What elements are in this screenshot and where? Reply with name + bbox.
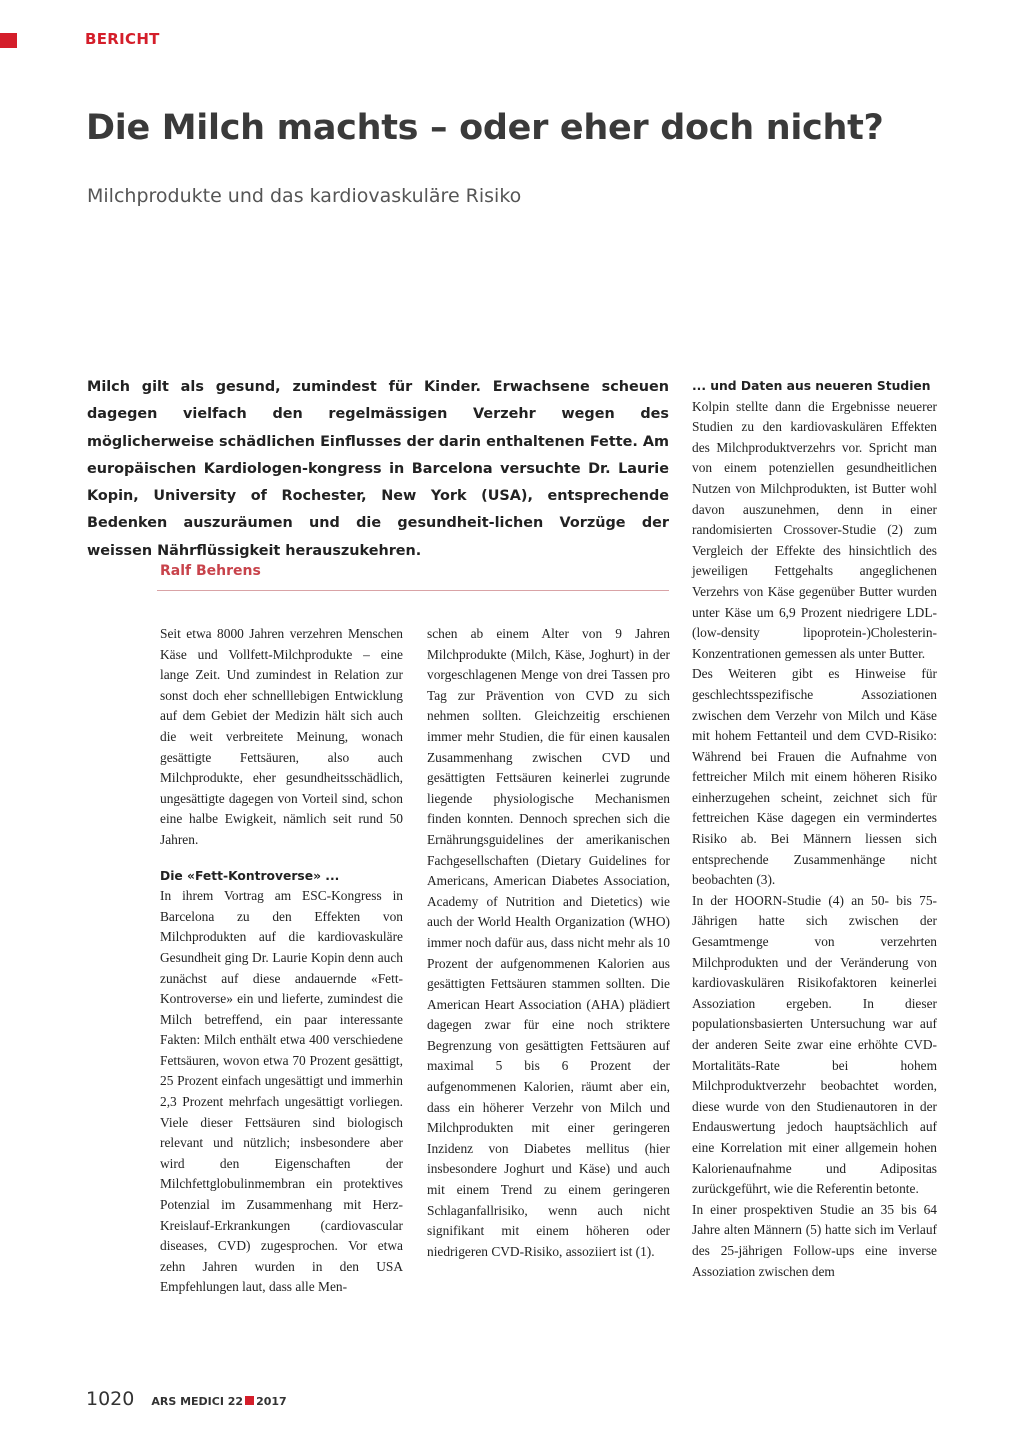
author-name: Ralf Behrens [160,563,261,579]
article-subtitle: Milchprodukte und das kardiovaskuläre Risiko [87,185,522,207]
section-label: BERICHT [85,30,160,48]
paragraph: In der HOORN-Studie (4) an 50- bis 75-Jährigen hatte sich zwischen der Gesamtmenge von verzehrten Milchprodukten und der Veränderung von kardiovaskulären Risikofaktoren keinerlei Assoziation ergeben. In dieser populationsbasierten Untersuchung war auf der anderen Seite zwar eine erhöhte CVD-Mortalitäts-Rate bei hohem Milchproduktverzehr beobachtet worden, diese wurde von den Studienautoren in der Endauswertung jedoch hauptsächlich auf eine Korrelation mit einer allgemein hohen Kalorienaufnahme und Adipositas zurückgeführt, wie die Referentin betonte. [692,892,937,1197]
subheading-fett-kontroverse: Die «Fett-Kontroverse» ... [160,868,340,883]
journal-year: 2017 [256,1395,287,1408]
paragraph: In ihrem Vortrag am ESC-Kongress in Barcelona zu den Effekten von Milchprodukten auf die kardiovaskuläre Gesundheit ging Dr. Laurie Kopin denn auch zunächst auf diese andauernde «Fett-Kontroverse» ein und lieferte, zumindest die Milch betreffend, ein paar interessante Fakten: Milch enthält etwa 400 verschiedene Fettsäuren, wovon etwa 70 Prozent gesättigt, 25 Prozent einfach ungesättigt und immerhin 2,3 Prozent mehrfach ungesättigt vorliegen. Viele dieser Fettsäuren sind biologisch relevant und nützlich; insbesondere aber wird den Eigenschaften der Milchfettglobulinmembran ein protektives Potenzial im Zusammenhang mit Herz-Kreislauf-Erkrankungen (cardiovascular diseases, CVD) zugesprochen. Vor etwa zehn Jahren wurden in den USA Empfehlungen laut, dass alle Men- [160,888,403,1295]
text-column-1 [160,624,403,1298]
journal-name: ARS MEDICI 22 [151,1395,244,1408]
page-number: 1020 [86,1388,135,1410]
author-divider [157,590,669,591]
page-footer [86,1388,287,1410]
paragraph: schen ab einem Alter von 9 Jahren Milchprodukte (Milch, Käse, Joghurt) in der vorgeschlagenen Menge von drei Tassen pro Tag zur Prävention von CVD zu sich nehmen sollten. Gleichzeitig erschienen immer mehr Studien, die für einen kausalen Zusammenhang zwischen CVD und gesättigten Fettsäuren keinerlei zugrunde liegende physiologische Mechanismen finden konnten. Dennoch sprechen sich die Ernährungsguidelines der amerikanischen Fachgesellschaften (Dietary Guidelines for Americans, American Diabetes Association, Academy of Nutrition and Dietetics) wie auch der World Health Organization (WHO) immer noch dafür aus, dass nicht mehr als 10 Prozent der aufgenommenen Kalorien aus gesättigten Fettsäuren stammen sollten. Die American Heart Association (AHA) plädiert dagegen zwar für eine noch striktere Begrenzung von gesättigten Fettsäuren auf maximal 5 bis 6 Prozent der aufgenommenen Kalorien, räumt aber ein, dass ein höherer Verzehr von Milch und Milchprodukten mit einer geringeren Inzidenz von Diabetes mellitus (hier insbesondere Joghurt und Käse) und auch mit einem Trend zu einem geringeren Schlaganfallrisiko, wenn auch nicht signifikant mit einem höheren oder niedrigeren CVD-Risiko, assoziiert ist (1). [427,626,670,1259]
footer-marker [245,1396,254,1405]
article-title: Die Milch machts – oder eher doch nicht? [86,108,884,148]
subheading-neuere-studien: ... und Daten aus neueren Studien [692,379,931,393]
article-lead: Milch gilt als gesund, zumindest für Kinder. Erwachsene scheuen dagegen vielfach den regelmässigen Verzehr wegen des möglicherweise schädlichen Einflusses der darin enthaltenen Fette. Am europäischen Kardiologen-kongress in Barcelona versuchte Dr. Laurie Kopin, University of Rochester, New York (USA), entsprechende Bedenken auszuräumen und die gesundheit-lichen Vorzüge der weissen Nährflüssigkeit herauszukehren. [87,379,669,559]
paragraph: Des Weiteren gibt es Hinweise für geschlechtsspezifische Assoziationen zwischen dem Verzehr von Milch und Käse mit hohem Fettanteil und dem CVD-Risiko: Während bei Frauen die Aufnahme von fettreicher Milch mit einem höheren Risiko einherzugehen scheint, zeichnet sich für fettreichen Käse dagegen ein vermindertes Risiko ab. Bei Männern liessen sich entsprechende Zusammenhänge nicht beobachten (3). [692,666,937,888]
paragraph: Seit etwa 8000 Jahren verzehren Menschen Käse und Vollfett-Milchprodukte – eine lange Zeit. Und zumindest in Relation zur sonst doch eher schnelllebigen Entwicklung auf dem Gebiet der Medizin hält sich auch die weit verbreitete Meinung, wonach gesättigte Fettsäuren, also auch Milchprodukte, eher gesundheitsschädlich, ungesättigte dagegen von Vorteil sind, schon eine halbe Ewigkeit, nämlich seit rund 50 Jahren. [160,626,403,847]
section-marker [0,33,17,48]
text-column-3 [692,376,937,1282]
text-column-2 [427,624,670,1262]
paragraph: In einer prospektiven Studie an 35 bis 64 Jahre alten Männern (5) hatte sich im Verlauf des 25-jährigen Follow-ups eine inverse Assoziation zwischen dem [692,1201,937,1279]
paragraph: Kolpin stellte dann die Ergebnisse neuerer Studien zu den kardiovaskulären Effekten des Milchproduktverzehrs vor. Spricht man von einem potenziellen gesundheitlichen Nutzen von Milchprodukten, ist Butter wohl davon auszunehmen, denn in einer randomisierten Crossover-Studie (2) zum Vergleich der Effekte des hinsichtlich des jeweiligen Fettgehalts angeglichenen Verzehrs von Käse gegenüber Butter wurden unter Käse um 6,9 Prozent niedrigere LDL-(low-density lipoprotein-)Cholesterin-Konzentrationen gemessen als unter Butter. [692,398,937,661]
